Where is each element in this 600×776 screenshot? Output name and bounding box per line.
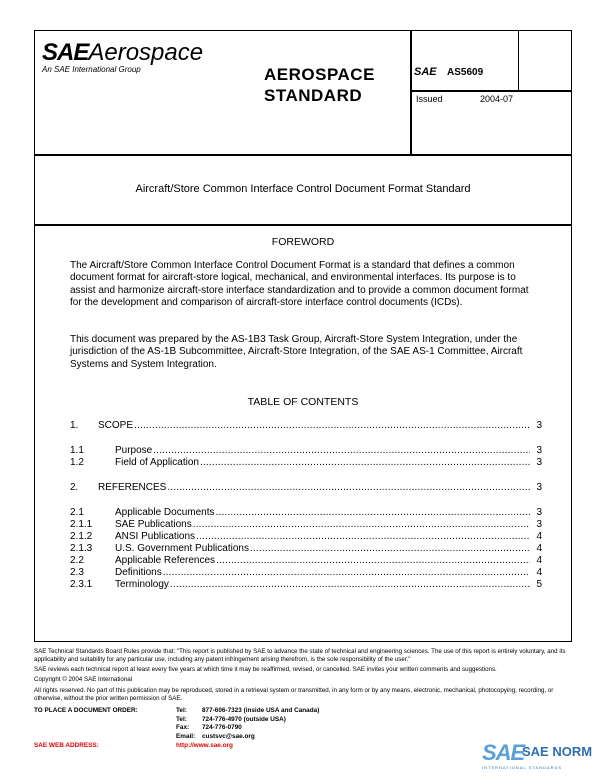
toc-title: U.S. Government Publications xyxy=(115,543,249,554)
toc-title: REFERENCES xyxy=(98,482,167,493)
toc-title: Applicable Documents xyxy=(115,507,215,518)
toc-title: Definitions xyxy=(115,567,162,578)
contact-label: Tel: xyxy=(176,716,187,723)
toc-page: 4 xyxy=(536,531,542,542)
foreword-paragraph: The Aircraft/Store Common Interface Control Document Format is a standard that defines a common document format for aircraft-store logical, mechanical, and environmental interfaces. Its purpose is to assist and harmonize aircraft-store interface standardization and to provide a common document format for the development and comparison of aircraft-store interface control documents (ICDs). xyxy=(70,260,529,309)
toc-entry[interactable] xyxy=(70,519,542,531)
toc-entry[interactable] xyxy=(70,445,542,457)
web-address-link[interactable]: http://www.sae.org xyxy=(176,742,233,749)
contact-value[interactable]: 724-776-4970 (outside USA) xyxy=(202,716,286,723)
tsb-rules-text: SAE Technical Standards Board Rules provide that: "This report is published by SAE to advance the state of technical and engineering sciences. The use of this report is entirely voluntary, and its applicability and suitability for any particular use, including any patent infringement arising therefrom, is the sole responsibility of the user." xyxy=(34,648,566,663)
foreword-heading: FOREWORD xyxy=(271,236,335,248)
toc-number: 2.2 xyxy=(70,555,84,566)
divider xyxy=(34,154,572,156)
toc-page: 3 xyxy=(536,507,542,518)
contact-line xyxy=(176,716,286,723)
logo-sae-text: SAE xyxy=(42,39,89,66)
document-number: AS5609 xyxy=(447,67,484,78)
logo-aerospace-text: Aerospace xyxy=(88,39,204,66)
order-label: TO PLACE A DOCUMENT ORDER: xyxy=(34,707,138,714)
toc-number: 2.1 xyxy=(70,507,84,518)
toc-number: 2.1.2 xyxy=(70,531,93,542)
issued-date: 2004-07 xyxy=(480,94,514,104)
toc-entry[interactable] xyxy=(70,457,542,469)
document-title: Aircraft/Store Common Interface Control Document Format Standard xyxy=(135,183,471,195)
contact-label: Fax: xyxy=(176,724,190,731)
divider xyxy=(518,30,519,90)
contact-label: Tel: xyxy=(176,707,187,714)
toc-number: 2. xyxy=(70,482,79,493)
toc-page: 5 xyxy=(536,579,542,590)
divider xyxy=(410,90,572,92)
toc-title: ANSI Publications xyxy=(115,531,196,542)
toc-number: 2.1.1 xyxy=(70,519,93,530)
toc-entry[interactable] xyxy=(70,531,542,543)
divider xyxy=(34,224,572,226)
toc-page: 4 xyxy=(536,555,542,566)
watermark-norm: SAE NORM xyxy=(522,744,593,759)
toc-number: 1. xyxy=(70,420,79,431)
sae-norm-watermark-logo xyxy=(482,740,592,772)
contact-value[interactable]: 877-606-7323 (inside USA and Canada) xyxy=(202,707,320,714)
contact-label: Email: xyxy=(176,733,196,740)
toc-page: 3 xyxy=(536,519,542,530)
toc-title: Purpose xyxy=(115,445,153,456)
toc-title: Field of Application xyxy=(115,457,199,468)
copyright-text: Copyright © 2004 SAE International xyxy=(34,676,133,683)
contact-line xyxy=(176,733,255,740)
toc-number: 2.3 xyxy=(70,567,84,578)
toc-number: 2.1.3 xyxy=(70,543,93,554)
toc-entry[interactable] xyxy=(70,579,542,591)
toc-title: Applicable References xyxy=(115,555,216,566)
toc-number: 1.1 xyxy=(70,445,84,456)
watermark-sae: SAE xyxy=(482,740,525,765)
logo-subtitle: An SAE International Group xyxy=(42,65,141,74)
toc-entry[interactable] xyxy=(70,507,542,519)
email-link[interactable]: custsvc@sae.org xyxy=(202,733,255,740)
toc-entry[interactable] xyxy=(70,482,542,494)
divider xyxy=(410,30,412,155)
toc-page: 4 xyxy=(536,567,542,578)
toc-page: 4 xyxy=(536,543,542,554)
standard-title-line2: STANDARD xyxy=(264,86,363,105)
rights-text: All rights reserved. No part of this publication may be reproduced, stored in a retrieval system or transmitted, in any form or by any means, electronic, mechanical, photocopying, recording, or otherwise, without the prior written permission of SAE. xyxy=(34,687,554,702)
contact-line xyxy=(176,707,320,714)
sae-mark: SAE xyxy=(414,66,437,78)
toc-entry[interactable] xyxy=(70,555,542,567)
toc-page: 3 xyxy=(536,420,542,431)
toc-page: 3 xyxy=(536,457,542,468)
web-address-label: SAE WEB ADDRESS: xyxy=(34,742,99,749)
contact-line xyxy=(176,724,242,731)
toc-page: 3 xyxy=(536,445,542,456)
toc-page: 3 xyxy=(536,482,542,493)
toc-heading: TABLE OF CONTENTS xyxy=(247,396,359,408)
sae-aerospace-logo xyxy=(42,39,204,74)
toc-title: SCOPE xyxy=(98,420,134,431)
standard-title-line1: AEROSPACE xyxy=(264,65,375,84)
toc-number: 2.3.1 xyxy=(70,579,93,590)
toc-entry[interactable] xyxy=(70,543,542,555)
toc-entry[interactable] xyxy=(70,420,542,432)
issued-label: Issued xyxy=(416,94,443,104)
foreword-paragraph: This document was prepared by the AS-1B3 Task Group, Aircraft-Store System Integration, under the jurisdiction of the AS-1B Subcommittee, Aircraft-Store Integration, of the SAE AS-1 Committee, Aircraft Systems and System Integration. xyxy=(70,334,523,370)
toc-title: Terminology xyxy=(115,579,169,590)
toc-title: SAE Publications xyxy=(115,519,192,530)
standard-title xyxy=(264,64,375,106)
toc-number: 1.2 xyxy=(70,457,84,468)
toc-entry[interactable] xyxy=(70,567,542,579)
watermark-small: INTERNATIONAL STANDARDS xyxy=(482,765,563,770)
contact-value[interactable]: 724-776-0790 xyxy=(202,724,242,731)
review-text: SAE reviews each technical report at least every five years at which time it may be reaffirmed, revised, or cancelled. SAE invites your written comments and suggestions. xyxy=(34,666,497,673)
